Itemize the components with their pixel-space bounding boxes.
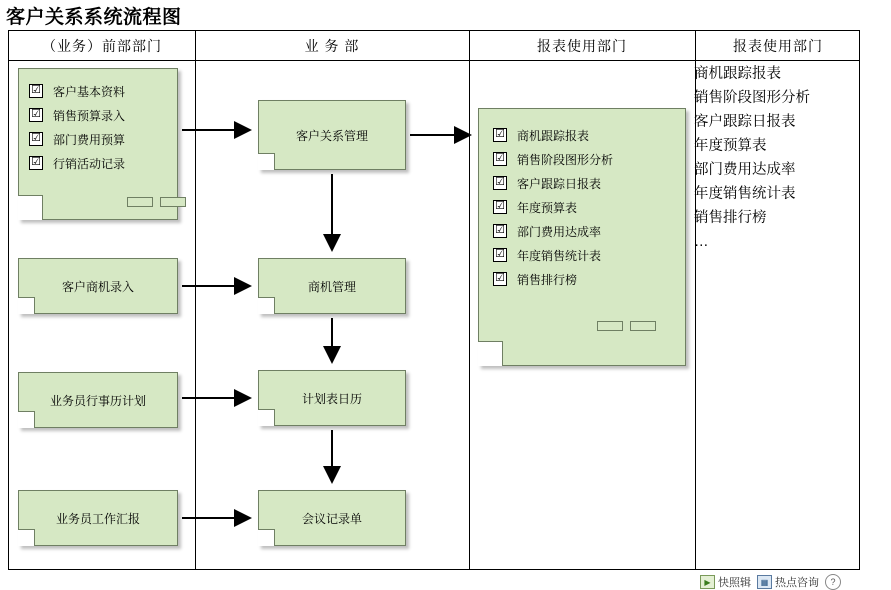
checklist-item-label: 部门费用达成率 xyxy=(517,224,602,239)
check-icon: ☑ xyxy=(29,132,43,146)
column-header-report-dept-1: 报表使用部门 xyxy=(537,38,627,54)
snip-button[interactable] xyxy=(700,574,751,590)
box-label: 会议记录单 xyxy=(301,511,362,526)
report-list-item: 销售排行榜 xyxy=(694,210,767,226)
checklist-item-label: 年度销售统计表 xyxy=(517,248,602,263)
hot-label: 热点咨询 xyxy=(775,577,819,589)
page-title: 客户关系系统流程图 xyxy=(6,7,182,28)
checklist-item-label: 销售预算录入 xyxy=(53,108,126,123)
check-icon: ☑ xyxy=(493,128,507,142)
checklist-item-label: 客户跟踪日报表 xyxy=(517,176,602,191)
check-icon: ☑ xyxy=(493,176,507,190)
report-list-item: 年度销售统计表 xyxy=(694,186,796,202)
box-label: 商机管理 xyxy=(307,279,356,294)
check-icon: ☑ xyxy=(493,224,507,238)
checklist-item-label: 客户基本资料 xyxy=(53,84,126,99)
check-icon: ☑ xyxy=(493,200,507,214)
snip-label: 快照辑 xyxy=(718,577,751,589)
column-header-front-dept: （业务）前部部门 xyxy=(42,38,162,54)
report-list-item: … xyxy=(694,234,709,250)
check-icon: ☑ xyxy=(493,272,507,286)
grid-icon: ▦ xyxy=(757,575,772,589)
box-label: 客户关系管理 xyxy=(295,128,368,143)
check-icon: ☑ xyxy=(29,108,43,122)
checklist-item-label: 部门费用预算 xyxy=(53,132,126,147)
footer-toolbar[interactable] xyxy=(700,574,841,590)
box-label: 业务员行事历计划 xyxy=(49,393,146,408)
checklist-item-label: 年度预算表 xyxy=(517,200,578,215)
report-list-item: 销售阶段图形分析 xyxy=(694,90,810,106)
check-icon: ☑ xyxy=(493,152,507,166)
checklist-item-label: 商机跟踪报表 xyxy=(517,128,590,143)
report-list-item: 商机跟踪报表 xyxy=(694,66,781,82)
report-list-item: 客户跟踪日报表 xyxy=(694,114,796,130)
box-label: 计划表日历 xyxy=(301,391,362,406)
column-header-report-dept-2: 报表使用部门 xyxy=(733,38,823,54)
checklist-item-label: 行销活动记录 xyxy=(53,156,126,171)
play-icon: ▶ xyxy=(700,575,715,589)
check-icon: ☑ xyxy=(29,156,43,170)
checklist-item-label: 销售排行榜 xyxy=(517,272,578,287)
report-list-item: 年度预算表 xyxy=(694,138,767,154)
column-header-business-dept: 业 务 部 xyxy=(304,38,360,54)
box-label: 业务员工作汇报 xyxy=(55,511,140,526)
check-icon: ☑ xyxy=(29,84,43,98)
box-label: 客户商机录入 xyxy=(61,279,134,294)
check-icon: ☑ xyxy=(493,248,507,262)
checklist-item-label: 销售阶段图形分析 xyxy=(517,152,614,167)
report-list-item: 部门费用达成率 xyxy=(694,162,796,178)
help-icon[interactable]: ? xyxy=(825,574,841,590)
hot-topic-button[interactable] xyxy=(757,574,819,590)
